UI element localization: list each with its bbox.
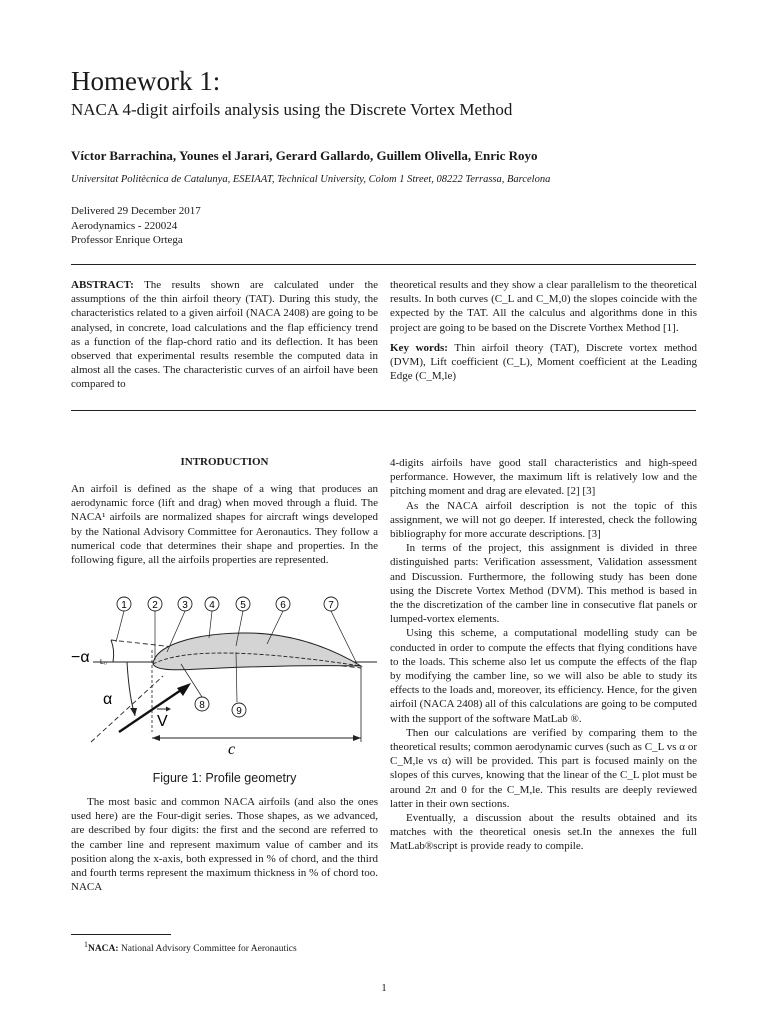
alpha-l0-arc (111, 640, 114, 662)
rule-bottom (71, 410, 696, 411)
chord-arrow-right (353, 735, 361, 741)
marker-2 (148, 597, 162, 611)
keywords-label: Key words: (390, 341, 448, 354)
delivered-date: Delivered 29 December 2017 (71, 205, 201, 217)
alpha-l0-label: −α (71, 649, 90, 666)
page-number: 1 (381, 982, 387, 994)
alpha-arc-head (130, 708, 137, 716)
page-title: Homework 1: (71, 66, 221, 96)
intro-paragraph-1: An airfoil is defined as the shape of a wing that produces an aerodynamic force (lift and drag) when moved through a fluid. The NACA¹ airfoils are normalized shapes for aircraft wings developed by the National Advisory Committee for Aeronautics. They follow a numerical code that determines their shape and properties. In the following figure, all the airfoils properties are represented. (71, 483, 378, 567)
svg-text:7: 7 (328, 600, 334, 611)
velocity-arrow-shaft (119, 686, 187, 732)
velocity-arrow-head (177, 683, 191, 696)
svg-text:8: 8 (199, 700, 205, 711)
marker-4 (205, 597, 219, 611)
velocity-label: V (157, 713, 168, 730)
profile-geometry-figure (71, 592, 378, 764)
course: Aerodynamics - 220024 (71, 219, 178, 232)
right-paragraph-2: As the NACA airfoil description is not the topic of this assignment, we will not go deeper. If interested, check the following bibliography for more accurate descriptions. [3] (390, 499, 697, 541)
abstract-label: ABSTRACT: (71, 279, 134, 291)
right-paragraph-6: Eventually, a discussion about the results obtained and its matches with the theoretical onesis set.In the annexes the full MatLab®script is provide ready to compile. (390, 812, 697, 853)
svg-text:3: 3 (182, 600, 188, 611)
affiliation: Universitat Politècnica de Catalunya, ESEIAAT, Technical University, Colom 1 Street, 08222 Terrassa, Barcelona (71, 174, 551, 185)
abstract-left-text: The results shown are calculated under the assumptions of the thin airfoil theory (TAT). During this study, the characteristics related to a given airfoil (NACA 2408) are going to be analysed, in concrete, load calculations and the flap efficiency trend as a function of the flap-chord ratio and its deflection. It has been observed that experimental results resemble the computed data in almost all the cases. The characteristic curves of an airfoil have been compared to (71, 279, 378, 391)
authors: Víctor Barrachina, Younes el Jarari, Gerard Gallardo, Guillem Olivella, Enric Royo (71, 148, 538, 163)
chord-arrow-left (152, 735, 160, 741)
svg-text:4: 4 (209, 600, 215, 611)
svg-text:9: 9 (236, 706, 242, 717)
chord-label: c (228, 741, 236, 758)
abstract-right-text: theoretical results and they show a clear parallelism to the theoretical results. In both curves (C_L and C_M,0) the slopes coincide with the expected by the TAT. All the calculus and algorithms done in this project are going to be based on the Discrete Vorthex Method [1]. (390, 279, 697, 334)
rule-top (71, 264, 696, 265)
airfoil-shape (153, 633, 361, 670)
abstract-left (71, 278, 378, 392)
marker-5 (236, 597, 250, 611)
right-paragraph-1: 4-digits airfoils have good stall characteristics and high-speed performance. However, the maximum lift is relatively low and the pitching moment and drag are elevated. [2] [3] (390, 457, 697, 498)
figure-caption: Figure 1: Profile geometry (152, 771, 297, 785)
footnote-text: National Advisory Committee for Aeronautics (120, 944, 297, 955)
marker-3 (178, 597, 192, 611)
marker-8 (195, 697, 209, 711)
abstract-right (390, 278, 697, 383)
right-paragraph-5: Then our calculations are verified by comparing them to the theoretical results; common aerodynamic curves (such as C_L vs α or C_M,le vs α) will be provided. This part is focused mainly on the slopes of this curves, knowing that the linear of the C_L plot must be around 2π and 0 for the C_M,le. This results are deeply reviewed latter in their own sections. (390, 726, 697, 810)
intro-paragraph-2: The most basic and common NACA airfoils (and also the ones used here) are the Four-digit series. Those shapes, as we advanced, are described by four digits: the first and the second are referred to the camber line and represent maximum value of camber and its position along the x-axis, both expressed in % of chord, and the third and fourth terms represent the maximum thickness in % of chord too. NACA (71, 796, 378, 894)
footnote (84, 940, 297, 954)
page-subtitle: NACA 4-digit airfoils analysis using the Discrete Vortex Method (71, 100, 513, 119)
alpha-label: α (103, 691, 113, 708)
right-paragraph-3: In terms of the project, this assignment is divided in three distinguished parts: Verification assessment, Validation assessment and Discussion. Furthermore, the following study has been done using the Discrete Vortex Method (DVM). This method is based in the the discretization of the camber line in consecutive flat panels or lumped-vortex elements. (390, 542, 697, 626)
svg-text:2: 2 (152, 600, 158, 611)
velocity-vector-bar-head (166, 707, 171, 712)
marker-7 (324, 597, 338, 611)
svg-text:5: 5 (240, 600, 246, 611)
keywords (390, 341, 697, 384)
footnote-rule (71, 934, 171, 935)
marker-6 (276, 597, 290, 611)
meta-block (71, 204, 201, 248)
marker-9 (232, 703, 246, 717)
right-column (390, 456, 697, 854)
keywords-text: Thin airfoil theory (TAT), Discrete vortex method (DVM), Lift coefficient (C_L), Moment coefficient at the Leading Edge (C_M,le) (390, 341, 697, 383)
right-paragraph-4: Using this scheme, a computational modelling study can be conducted in order to compute the effects that flying conditions have to the loads. This scheme also let us compute the effects of the flap by modifying the camber line, so we will also be able to study its effects to the loads and, moreover, its efficiency. Hence, for the given airfoil (NACA 2408) all of this calculations are going to be computed with the support of the software MatLab ®. (390, 627, 697, 725)
section-heading-introduction: INTRODUCTION (180, 456, 269, 468)
alpha-l0-subscript: L₀ (100, 659, 107, 666)
svg-text:6: 6 (280, 600, 286, 611)
professor: Professor Enrique Ortega (71, 234, 183, 246)
svg-text:1: 1 (121, 600, 127, 611)
leader-1 (116, 611, 124, 642)
footnote-label: NACA: (87, 944, 119, 955)
leader-4 (209, 611, 212, 638)
footnote-mark: 1 (84, 940, 88, 949)
marker-1 (117, 597, 131, 611)
